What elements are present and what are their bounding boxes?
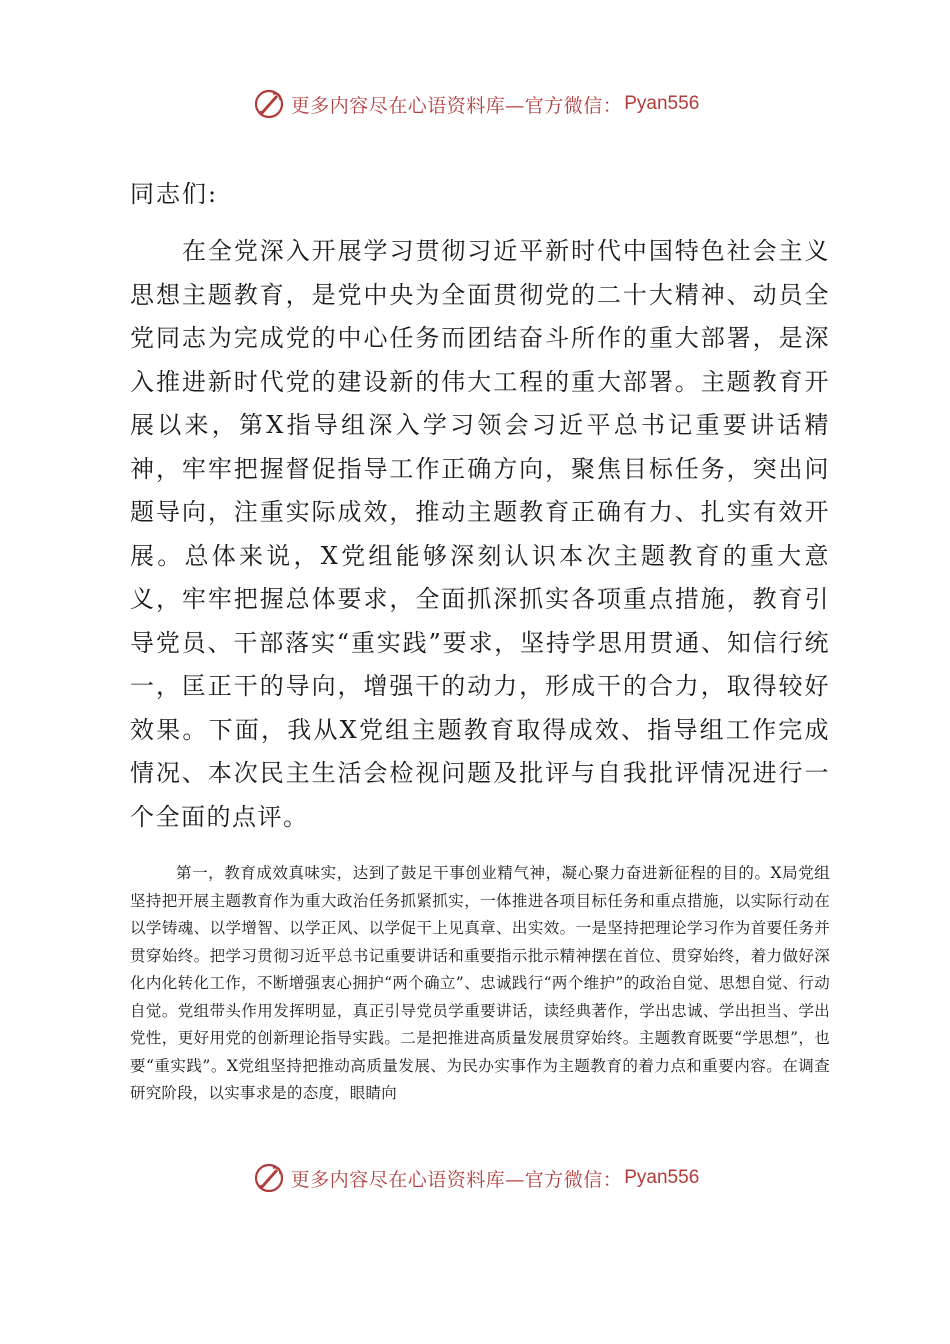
watermark-text: 更多内容尽在心语资料库—官方微信： <box>290 94 623 117</box>
quill-logo-icon <box>251 86 287 122</box>
watermark-text: 更多内容尽在心语资料库—官方微信： <box>290 1168 623 1191</box>
section-one-paragraph: 第一，教育成效真味实，达到了鼓足干事创业精气神，凝心聚力奋进新征程的目的。X局党组坚持把开展主题教育作为重大政治任务抓紧抓实，一体推进各项目标任务和重点措施，以实际行动在以学铸魂、以学增智、以学正风、以学促干上见真章、出实效。一是坚持把理论学习作为首要任务并贯穿始终。把学习贯彻习近平总书记重要讲话和重要指示批示精神摆在首位、贯穿始终，着力做好深化内化转化工作，不断增强衷心拥护“两个确立”、忠诚践行“两个维护”的政治自觉、思想自觉、行动自觉。党组带头作用发挥明显，真正引导党员学重要讲话，读经典著作，学出忠诚、学出担当、学出党性，更好用党的创新理论指导实践。二是把推进高质量发展贯穿始终。主题教育既要“学思想”，也要“重实践”。X党组坚持把推动高质量发展、为民办实事作为主题教育的着力点和重要内容。在调查研究阶段，以实事求是的态度，眼睛向 <box>130 864 830 1102</box>
footer-watermark-banner <box>0 1154 950 1202</box>
intro-paragraph: 在全党深入开展学习贯彻习近平新时代中国特色社会主义思想主题教育，是党中央为全面贯彻党的二十大精神、动员全党同志为完成党的中心任务而团结奋斗所作的重大部署，是深入推进新时代党的建设新的伟大工程的重大部署。主题教育开展以来，第X指导组深入学习领会习近平总书记重要讲话精神，牢牢把握督促指导工作正确方向，聚焦目标任务，突出问题导向，注重实际成效，推动主题教育正确有力、扎实有效开展。总体来说，X党组能够深刻认识本次主题教育的重大意义，牢牢把握总体要求，全面抓深抓实各项重点措施，教育引导党员、干部落实“重实践”要求，坚持学思用贯通、知信行统一，匡正干的导向，增强干的动力，形成干的合力，取得较好效果。下面，我从X党组主题教育取得成效、指导组工作完成情况、本次民主生活会检视问题及批评与自我批评情况进行一个全面的点评。 <box>130 237 830 831</box>
speech-greeting: 同志们: <box>130 180 219 208</box>
quill-logo-icon <box>251 1160 287 1196</box>
header-watermark-banner <box>0 80 950 128</box>
watermark-wechat-id: Pyan556 <box>624 1167 700 1188</box>
watermark-wechat-id: Pyan556 <box>624 93 700 114</box>
